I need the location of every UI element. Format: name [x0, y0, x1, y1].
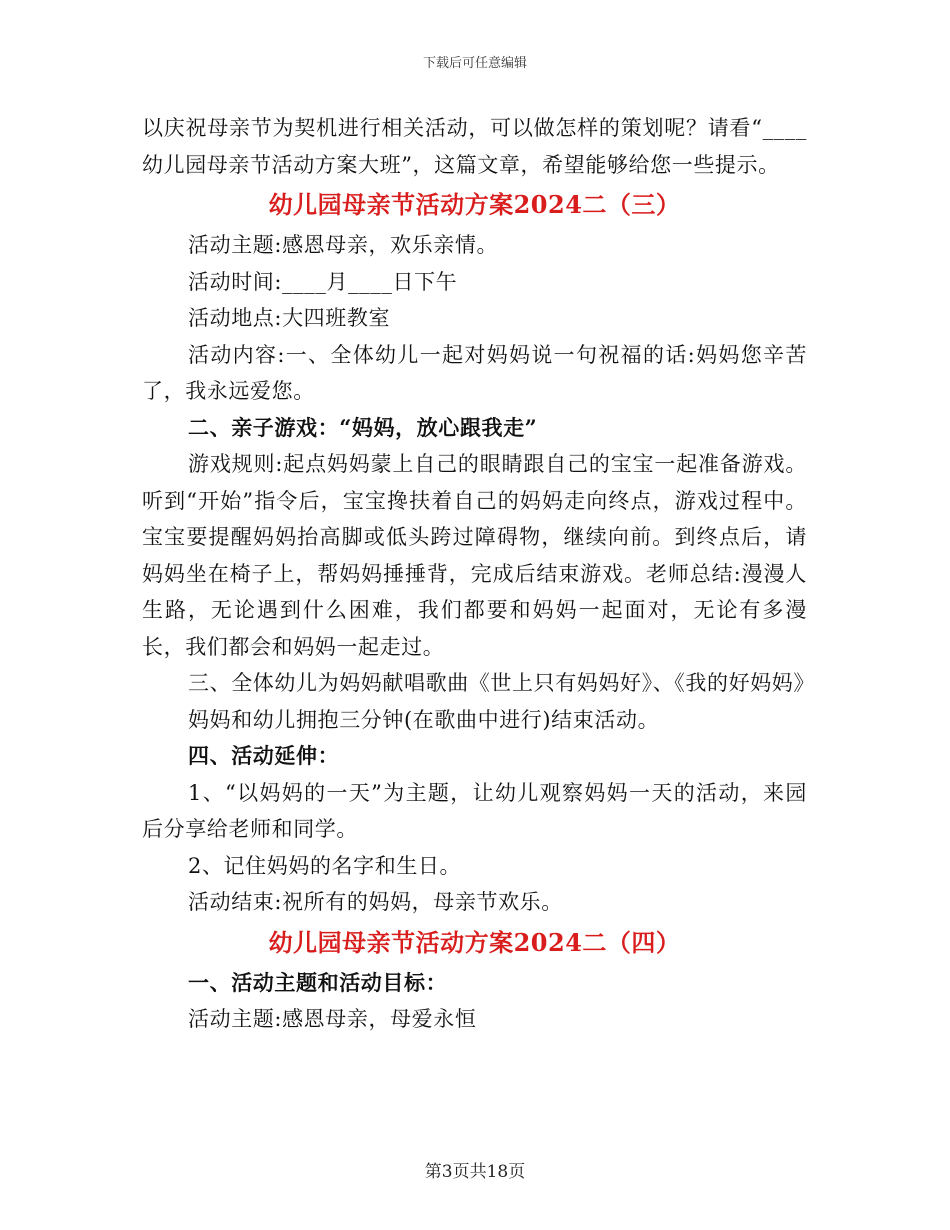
activity-time: 活动时间:____月____日下午 — [188, 269, 458, 294]
song-item: 三、全体幼儿为妈妈献唱歌曲《世上只有妈妈好》、《我的好妈妈》 — [188, 671, 815, 695]
hug-item: 妈妈和幼儿拥抱三分钟(在歌曲中进行)结束活动。 — [188, 707, 660, 732]
activity-content: 活动内容:一、全体幼儿一起对妈妈说一句祝福的话:妈妈您辛苦了，我永远爱您。 — [142, 342, 807, 403]
heading-parent-child-game: 二、亲子游戏：“妈妈，放心跟我走” — [188, 414, 538, 440]
game-rules: 游戏规则:起点妈妈蒙上自己的眼睛跟自己的宝宝一起准备游戏。听到“开始”指令后，宝宝搀扶着自己的妈妈走向终点，游戏过程中。宝宝要提醒妈妈抬高脚或低头跨过障碍物，继续向前。到终点后，请妈妈坐在椅子上，帮妈妈捶捶背，完成后结束游戏。老师总结:漫漫人生路，无论遇到什么困难，我们都要和妈妈一起面对，无论有多漫长，我们都会和妈妈一起走过。 — [142, 452, 807, 659]
page-header-note: 下载后可任意编辑 — [422, 56, 527, 71]
page-number: 第3页共18页 — [424, 1162, 526, 1182]
extension-item-1: 1、“以妈妈的一天”为主题，让幼儿观察妈妈一天的活动，来园后分享给老师和同学。 — [142, 780, 807, 841]
heading-theme-goals: 一、活动主题和活动目标： — [188, 969, 448, 995]
activity-theme-4: 活动主题:感恩母亲，母爱永恒 — [188, 1007, 477, 1031]
activity-end: 活动结束:祝所有的妈妈，母亲节欢乐。 — [188, 890, 563, 914]
activity-theme: 活动主题:感恩母亲，欢乐亲情。 — [188, 233, 499, 257]
heading-extension: 四、活动延伸： — [188, 743, 340, 768]
activity-place: 活动地点:大四班教室 — [188, 306, 391, 330]
extension-item-2: 2、记住妈妈的名字和生日。 — [188, 853, 462, 878]
document-body — [142, 110, 815, 1038]
section-title-3: 幼儿园母亲节活动方案2024二（三） — [268, 190, 681, 219]
intro-paragraph: 以庆祝母亲节为契机进行相关活动，可以做怎样的策划呢？请看“____幼儿园母亲节活动方案大班”，这篇文章，希望能够给您一些提示。 — [142, 116, 807, 177]
section-title-4: 幼儿园母亲节活动方案2024二（四） — [268, 927, 681, 957]
